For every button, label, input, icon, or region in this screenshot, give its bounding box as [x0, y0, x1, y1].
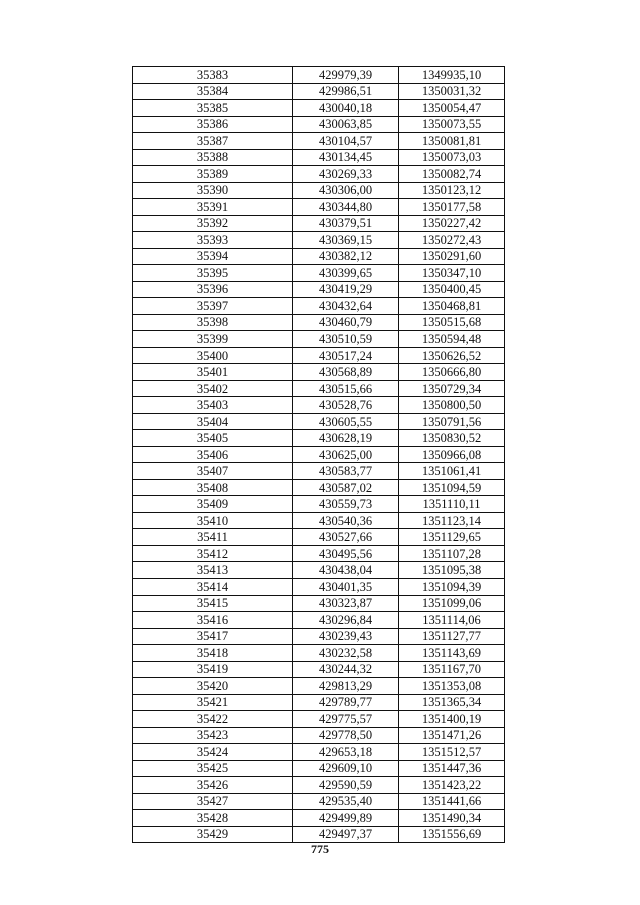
x-coordinate-cell: 429979,39	[293, 67, 399, 84]
table-row	[133, 100, 505, 117]
point-number-cell: 35409	[133, 496, 293, 513]
table-row	[133, 364, 505, 381]
y-coordinate-cell: 1351423,22	[399, 777, 505, 794]
x-coordinate-cell: 429497,37	[293, 826, 399, 843]
table-row	[133, 496, 505, 513]
table-row	[133, 777, 505, 794]
point-number-cell: 35418	[133, 645, 293, 662]
table-row	[133, 116, 505, 133]
x-coordinate-cell: 430382,12	[293, 248, 399, 265]
point-number-cell: 35400	[133, 347, 293, 364]
x-coordinate-cell: 430559,73	[293, 496, 399, 513]
y-coordinate-cell: 1350626,52	[399, 347, 505, 364]
x-coordinate-cell: 430369,15	[293, 232, 399, 249]
point-number-cell: 35404	[133, 413, 293, 430]
point-number-cell: 35407	[133, 463, 293, 480]
point-number-cell: 35406	[133, 446, 293, 463]
x-coordinate-cell: 430583,77	[293, 463, 399, 480]
y-coordinate-cell: 1351094,39	[399, 578, 505, 595]
x-coordinate-cell: 430269,33	[293, 166, 399, 183]
y-coordinate-cell: 1351441,66	[399, 793, 505, 810]
table-row	[133, 529, 505, 546]
y-coordinate-cell: 1351353,08	[399, 678, 505, 695]
x-coordinate-cell: 430527,66	[293, 529, 399, 546]
table-row	[133, 645, 505, 662]
x-coordinate-cell: 429499,89	[293, 810, 399, 827]
point-number-cell: 35421	[133, 694, 293, 711]
y-coordinate-cell: 1350400,45	[399, 281, 505, 298]
table-row	[133, 281, 505, 298]
y-coordinate-cell: 1351143,69	[399, 645, 505, 662]
x-coordinate-cell: 430587,02	[293, 479, 399, 496]
y-coordinate-cell: 1350082,74	[399, 166, 505, 183]
table-row	[133, 446, 505, 463]
point-number-cell: 35394	[133, 248, 293, 265]
point-number-cell: 35412	[133, 545, 293, 562]
table-row	[133, 727, 505, 744]
table-row	[133, 810, 505, 827]
y-coordinate-cell: 1351447,36	[399, 760, 505, 777]
y-coordinate-cell: 1351094,59	[399, 479, 505, 496]
table-row	[133, 265, 505, 282]
point-number-cell: 35401	[133, 364, 293, 381]
point-number-cell: 35417	[133, 628, 293, 645]
point-number-cell: 35416	[133, 612, 293, 629]
x-coordinate-cell: 429986,51	[293, 83, 399, 100]
table-row	[133, 149, 505, 166]
table-row	[133, 380, 505, 397]
y-coordinate-cell: 1351095,38	[399, 562, 505, 579]
point-number-cell: 35411	[133, 529, 293, 546]
point-number-cell: 35415	[133, 595, 293, 612]
y-coordinate-cell: 1350515,68	[399, 314, 505, 331]
y-coordinate-cell: 1350123,12	[399, 182, 505, 199]
table-row	[133, 793, 505, 810]
x-coordinate-cell: 430568,89	[293, 364, 399, 381]
y-coordinate-cell: 1351123,14	[399, 512, 505, 529]
coordinates-table	[132, 66, 505, 843]
table-row	[133, 512, 505, 529]
table-row	[133, 199, 505, 216]
point-number-cell: 35408	[133, 479, 293, 496]
table-row	[133, 612, 505, 629]
y-coordinate-cell: 1350666,80	[399, 364, 505, 381]
y-coordinate-cell: 1350177,58	[399, 199, 505, 216]
point-number-cell: 35402	[133, 380, 293, 397]
y-coordinate-cell: 1349935,10	[399, 67, 505, 84]
y-coordinate-cell: 1351129,65	[399, 529, 505, 546]
table-row	[133, 413, 505, 430]
point-number-cell: 35398	[133, 314, 293, 331]
y-coordinate-cell: 1350291,60	[399, 248, 505, 265]
x-coordinate-cell: 429653,18	[293, 744, 399, 761]
x-coordinate-cell: 430419,29	[293, 281, 399, 298]
x-coordinate-cell: 430244,32	[293, 661, 399, 678]
y-coordinate-cell: 1351114,06	[399, 612, 505, 629]
x-coordinate-cell: 430515,66	[293, 380, 399, 397]
x-coordinate-cell: 430104,57	[293, 133, 399, 150]
point-number-cell: 35425	[133, 760, 293, 777]
y-coordinate-cell: 1350800,50	[399, 397, 505, 414]
x-coordinate-cell: 430306,00	[293, 182, 399, 199]
table-row	[133, 248, 505, 265]
table-row	[133, 479, 505, 496]
point-number-cell: 35413	[133, 562, 293, 579]
y-coordinate-cell: 1350830,52	[399, 430, 505, 447]
y-coordinate-cell: 1350054,47	[399, 100, 505, 117]
x-coordinate-cell: 430063,85	[293, 116, 399, 133]
point-number-cell: 35410	[133, 512, 293, 529]
point-number-cell: 35427	[133, 793, 293, 810]
point-number-cell: 35388	[133, 149, 293, 166]
x-coordinate-cell: 430239,43	[293, 628, 399, 645]
table-row	[133, 595, 505, 612]
page-number: 775	[311, 842, 329, 856]
table-row	[133, 397, 505, 414]
table-row	[133, 744, 505, 761]
point-number-cell: 35395	[133, 265, 293, 282]
point-number-cell: 35403	[133, 397, 293, 414]
y-coordinate-cell: 1351107,28	[399, 545, 505, 562]
point-number-cell: 35428	[133, 810, 293, 827]
point-number-cell: 35392	[133, 215, 293, 232]
table-row	[133, 298, 505, 315]
y-coordinate-cell: 1350791,56	[399, 413, 505, 430]
table-row	[133, 578, 505, 595]
table-row	[133, 133, 505, 150]
x-coordinate-cell: 430605,55	[293, 413, 399, 430]
y-coordinate-cell: 1351556,69	[399, 826, 505, 843]
point-number-cell: 35390	[133, 182, 293, 199]
y-coordinate-cell: 1350966,08	[399, 446, 505, 463]
table-row	[133, 711, 505, 728]
table-row	[133, 430, 505, 447]
y-coordinate-cell: 1351099,06	[399, 595, 505, 612]
y-coordinate-cell: 1351061,41	[399, 463, 505, 480]
y-coordinate-cell: 1351365,34	[399, 694, 505, 711]
x-coordinate-cell: 430432,64	[293, 298, 399, 315]
y-coordinate-cell: 1350227,42	[399, 215, 505, 232]
x-coordinate-cell: 430625,00	[293, 446, 399, 463]
point-number-cell: 35405	[133, 430, 293, 447]
point-number-cell: 35429	[133, 826, 293, 843]
table-row	[133, 661, 505, 678]
table-row	[133, 182, 505, 199]
point-number-cell: 35422	[133, 711, 293, 728]
y-coordinate-cell: 1350073,55	[399, 116, 505, 133]
table-row	[133, 314, 505, 331]
table-row	[133, 331, 505, 348]
x-coordinate-cell: 430438,04	[293, 562, 399, 579]
x-coordinate-cell: 430495,56	[293, 545, 399, 562]
y-coordinate-cell: 1351167,70	[399, 661, 505, 678]
x-coordinate-cell: 429775,57	[293, 711, 399, 728]
x-coordinate-cell: 430517,24	[293, 347, 399, 364]
y-coordinate-cell: 1351400,19	[399, 711, 505, 728]
point-number-cell: 35387	[133, 133, 293, 150]
y-coordinate-cell: 1350347,10	[399, 265, 505, 282]
point-number-cell: 35423	[133, 727, 293, 744]
table-row	[133, 760, 505, 777]
x-coordinate-cell: 430540,36	[293, 512, 399, 529]
x-coordinate-cell: 429778,50	[293, 727, 399, 744]
point-number-cell: 35396	[133, 281, 293, 298]
point-number-cell: 35399	[133, 331, 293, 348]
table-row	[133, 694, 505, 711]
point-number-cell: 35383	[133, 67, 293, 84]
table-row	[133, 628, 505, 645]
y-coordinate-cell: 1351490,34	[399, 810, 505, 827]
x-coordinate-cell: 430040,18	[293, 100, 399, 117]
y-coordinate-cell: 1351471,26	[399, 727, 505, 744]
table-row	[133, 67, 505, 84]
point-number-cell: 35414	[133, 578, 293, 595]
point-number-cell: 35424	[133, 744, 293, 761]
x-coordinate-cell: 430232,58	[293, 645, 399, 662]
table-row	[133, 826, 505, 843]
y-coordinate-cell: 1350594,48	[399, 331, 505, 348]
table-row	[133, 166, 505, 183]
point-number-cell: 35393	[133, 232, 293, 249]
table-row	[133, 232, 505, 249]
x-coordinate-cell: 430379,51	[293, 215, 399, 232]
x-coordinate-cell: 430344,80	[293, 199, 399, 216]
y-coordinate-cell: 1350272,43	[399, 232, 505, 249]
x-coordinate-cell: 429609,10	[293, 760, 399, 777]
x-coordinate-cell: 429535,40	[293, 793, 399, 810]
point-number-cell: 35397	[133, 298, 293, 315]
x-coordinate-cell: 430323,87	[293, 595, 399, 612]
point-number-cell: 35419	[133, 661, 293, 678]
y-coordinate-cell: 1351127,77	[399, 628, 505, 645]
table-row	[133, 463, 505, 480]
x-coordinate-cell: 429789,77	[293, 694, 399, 711]
x-coordinate-cell: 429813,29	[293, 678, 399, 695]
y-coordinate-cell: 1350073,03	[399, 149, 505, 166]
x-coordinate-cell: 430628,19	[293, 430, 399, 447]
table-row	[133, 545, 505, 562]
point-number-cell: 35385	[133, 100, 293, 117]
table-row	[133, 347, 505, 364]
x-coordinate-cell: 430401,35	[293, 578, 399, 595]
point-number-cell: 35391	[133, 199, 293, 216]
table-row	[133, 678, 505, 695]
point-number-cell: 35420	[133, 678, 293, 695]
point-number-cell: 35426	[133, 777, 293, 794]
table-row	[133, 215, 505, 232]
x-coordinate-cell: 430510,59	[293, 331, 399, 348]
y-coordinate-cell: 1350468,81	[399, 298, 505, 315]
x-coordinate-cell: 430528,76	[293, 397, 399, 414]
coordinates-table-body	[133, 67, 505, 843]
y-coordinate-cell: 1351110,11	[399, 496, 505, 513]
y-coordinate-cell: 1350729,34	[399, 380, 505, 397]
point-number-cell: 35386	[133, 116, 293, 133]
point-number-cell: 35384	[133, 83, 293, 100]
y-coordinate-cell: 1350081,81	[399, 133, 505, 150]
table-row	[133, 83, 505, 100]
x-coordinate-cell: 430460,79	[293, 314, 399, 331]
y-coordinate-cell: 1351512,57	[399, 744, 505, 761]
x-coordinate-cell: 429590,59	[293, 777, 399, 794]
table-row	[133, 562, 505, 579]
x-coordinate-cell: 430399,65	[293, 265, 399, 282]
x-coordinate-cell: 430296,84	[293, 612, 399, 629]
y-coordinate-cell: 1350031,32	[399, 83, 505, 100]
x-coordinate-cell: 430134,45	[293, 149, 399, 166]
point-number-cell: 35389	[133, 166, 293, 183]
